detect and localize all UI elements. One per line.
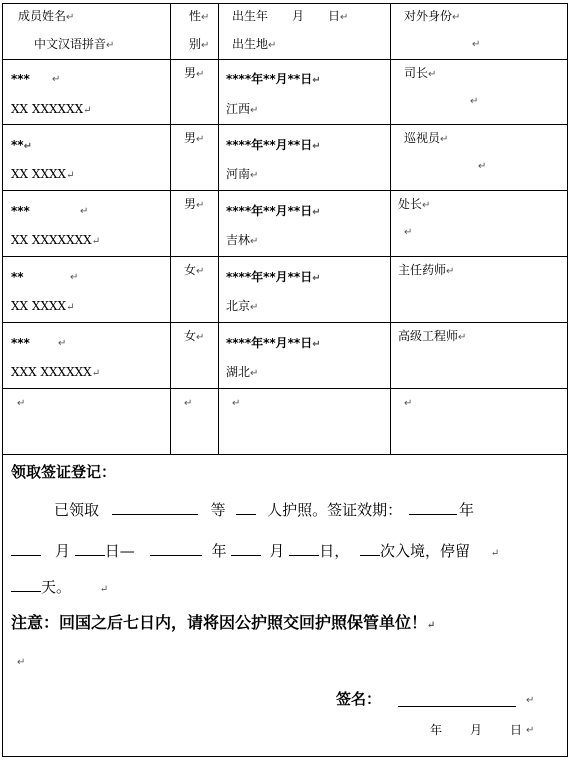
row-divider bbox=[2, 388, 568, 389]
valid-from-day-blank[interactable] bbox=[75, 541, 105, 556]
registration-line-2: 月 日— 年 月 日， 次入境，停留 ↵ bbox=[11, 541, 499, 563]
paragraph-mark: ↵ bbox=[404, 227, 413, 238]
paragraph-mark: ↵ bbox=[526, 695, 535, 706]
registration-title: 领取签证登记： bbox=[11, 463, 117, 481]
member-birth-date: ****年**月**日↵ bbox=[226, 336, 321, 350]
header-birth-date: 出生年 月 日↵ bbox=[232, 9, 349, 23]
paragraph-mark: ↵ bbox=[80, 206, 89, 217]
member-identity: 高级工程师↵ bbox=[398, 329, 467, 343]
member-birth-place: 北京↵ bbox=[226, 299, 259, 313]
header-sex-2: 别↵ bbox=[189, 37, 210, 51]
entry-count-blank[interactable] bbox=[360, 541, 380, 556]
paragraph-mark: ↵ bbox=[526, 725, 535, 736]
registration-line-3: 天。 ↵ bbox=[11, 577, 108, 599]
column-divider bbox=[170, 3, 171, 454]
row-divider bbox=[2, 454, 568, 455]
member-identity: 主任药师↵ bbox=[398, 263, 455, 277]
row-divider bbox=[2, 190, 568, 191]
member-sex: 男↵ bbox=[184, 131, 205, 145]
member-pinyin: XXX XXXXXX↵ bbox=[11, 365, 101, 379]
paragraph-mark: ↵ bbox=[52, 74, 61, 85]
member-pinyin: XX XXXX↵ bbox=[11, 167, 75, 181]
member-pinyin: XX XXXXXXX↵ bbox=[11, 233, 101, 247]
paragraph-mark: ↵ bbox=[404, 398, 413, 409]
row-divider bbox=[2, 256, 568, 257]
member-birth-date: ****年**月**日↵ bbox=[226, 72, 321, 86]
header-name: 成员姓名↵ bbox=[18, 9, 75, 23]
member-name: *** bbox=[11, 204, 30, 218]
member-name: *** bbox=[11, 336, 30, 350]
paragraph-mark: ↵ bbox=[58, 338, 67, 349]
member-birth-date: ****年**月**日↵ bbox=[226, 138, 321, 152]
member-birth-place: 湖北↵ bbox=[226, 365, 259, 379]
member-sex: 男↵ bbox=[184, 197, 205, 211]
header-pinyin: 中文汉语拼音↵ bbox=[34, 37, 115, 51]
signature-date-year: 年 bbox=[430, 723, 443, 737]
valid-to-day-blank[interactable] bbox=[289, 541, 319, 556]
valid-from-year-blank[interactable] bbox=[409, 500, 457, 515]
signature-line[interactable] bbox=[398, 706, 516, 707]
member-name: **↵ bbox=[11, 138, 32, 152]
paragraph-mark: ↵ bbox=[478, 161, 487, 172]
paragraph-mark: ↵ bbox=[232, 398, 241, 409]
passport-holder-blank[interactable] bbox=[112, 500, 198, 515]
signature-date-day: 日 bbox=[510, 723, 523, 737]
row-divider bbox=[2, 59, 568, 60]
row-divider bbox=[2, 124, 568, 125]
member-sex: 男↵ bbox=[184, 66, 205, 80]
valid-to-year-blank[interactable] bbox=[150, 541, 202, 556]
paragraph-mark: ↵ bbox=[472, 39, 481, 50]
member-birth-date: ****年**月**日↵ bbox=[226, 270, 321, 284]
member-birth-place: 河南↵ bbox=[226, 167, 259, 181]
paragraph-mark: ↵ bbox=[184, 398, 193, 409]
member-identity: 巡视员↵ bbox=[404, 131, 449, 145]
signature-label: 签名： bbox=[336, 690, 382, 708]
passport-count-blank[interactable] bbox=[236, 500, 256, 515]
registration-line-1: 已领取 等 人护照。签证效期： 年 bbox=[54, 501, 474, 519]
member-birth-place: 江西↵ bbox=[226, 102, 259, 116]
notice-text: 注意：回国之后七日内，请将因公护照交回护照保管单位！↵ bbox=[11, 613, 436, 632]
paragraph-mark: ↵ bbox=[470, 96, 479, 107]
member-pinyin: XX XXXX↵ bbox=[11, 299, 75, 313]
member-sex: 女↵ bbox=[184, 329, 205, 343]
member-name: ** bbox=[11, 270, 24, 284]
member-sex: 女↵ bbox=[184, 263, 205, 277]
row-divider bbox=[2, 322, 568, 323]
valid-to-month-blank[interactable] bbox=[231, 541, 261, 556]
signature-date-month: 月 bbox=[470, 723, 483, 737]
member-name: *** bbox=[11, 72, 30, 86]
paragraph-mark: ↵ bbox=[17, 657, 26, 668]
member-identity: 处长↵ bbox=[398, 197, 431, 211]
member-pinyin: XX XXXXXX↵ bbox=[11, 102, 92, 116]
paragraph-mark: ↵ bbox=[70, 272, 79, 283]
member-identity: 司长↵ bbox=[404, 66, 437, 80]
member-birth-place: 吉林↵ bbox=[226, 233, 259, 247]
valid-from-month-blank[interactable] bbox=[11, 541, 41, 556]
header-sex-1: 性↵ bbox=[189, 9, 210, 23]
member-birth-date: ****年**月**日↵ bbox=[226, 204, 321, 218]
stay-days-blank[interactable] bbox=[11, 577, 41, 592]
header-birth-place: 出生地↵ bbox=[232, 37, 277, 51]
paragraph-mark: ↵ bbox=[17, 398, 26, 409]
header-identity: 对外身份↵ bbox=[404, 9, 461, 23]
column-divider bbox=[390, 3, 391, 454]
column-divider bbox=[218, 3, 219, 454]
